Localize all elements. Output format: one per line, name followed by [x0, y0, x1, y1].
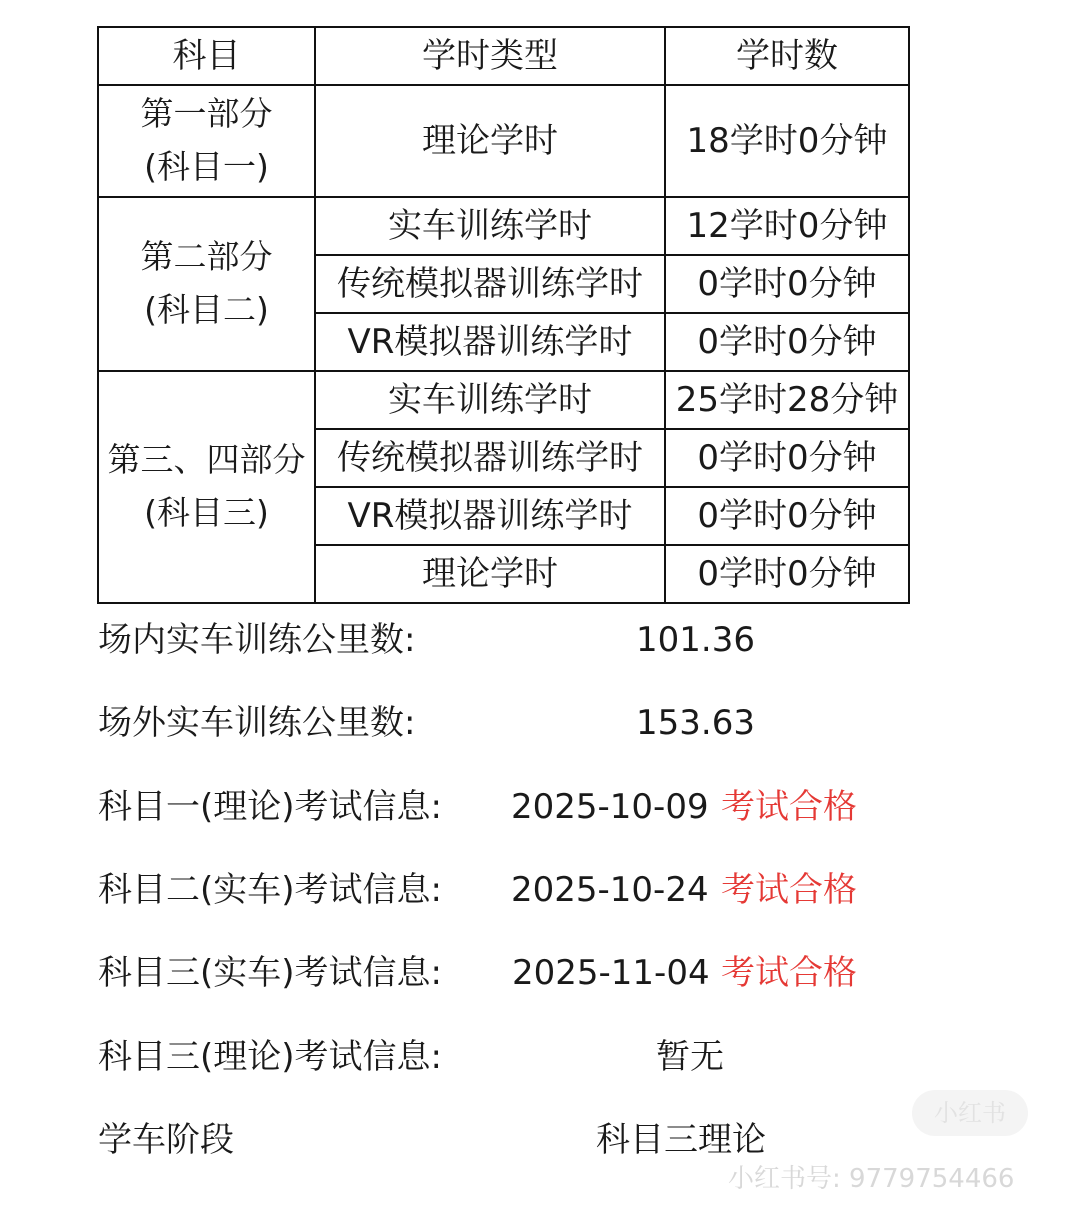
hour-count-cell: 0学时0分钟 [665, 429, 909, 487]
km-inside-value: 101.36 [636, 620, 755, 660]
watermark-logo: 小红书 [912, 1090, 1028, 1136]
table-row [98, 85, 909, 197]
km-outside-value: 153.63 [636, 703, 755, 743]
hour-count-cell: 12学时0分钟 [665, 197, 909, 255]
km-outside-label: 场外实车训练公里数: [98, 703, 416, 743]
hour-count-cell: 25学时28分钟 [665, 371, 909, 429]
hour-type-cell: VR模拟器训练学时 [315, 313, 665, 371]
hour-count-cell: 0学时0分钟 [665, 313, 909, 371]
table-header-row [98, 27, 909, 85]
subject-part3-line1: 第三、四部分 [107, 440, 306, 480]
subject-part2 [98, 197, 315, 371]
km-inside-label: 场内实车训练公里数: [98, 620, 416, 660]
subject-part1-line1: 第一部分 [140, 94, 273, 134]
hour-count-cell: 0学时0分钟 [665, 487, 909, 545]
subject-part2-line2: (科目二) [144, 290, 269, 329]
hour-type-cell: 传统模拟器训练学时 [315, 255, 665, 313]
training-hours-table [97, 26, 910, 604]
hour-type-cell: 实车训练学时 [315, 371, 665, 429]
exam3-status-badge: 考试合格 [721, 953, 857, 993]
hour-type-cell: 理论学时 [315, 85, 665, 197]
hour-type-cell: 理论学时 [315, 545, 665, 603]
subject-part1-line2: (科目一) [144, 147, 269, 186]
exam3-theory-label: 科目三(理论)考试信息: [98, 1037, 442, 1077]
stage-value: 科目三理论 [596, 1120, 766, 1160]
exam2-label: 科目二(实车)考试信息: [98, 870, 442, 910]
exam3-label: 科目三(实车)考试信息: [98, 953, 442, 993]
exam3-date: 2025-11-04 [512, 953, 710, 993]
hour-count-cell: 0学时0分钟 [665, 545, 909, 603]
exam2-status-badge: 考试合格 [721, 870, 857, 910]
hour-type-cell: VR模拟器训练学时 [315, 487, 665, 545]
header-hour-count: 学时数 [665, 27, 909, 85]
hour-count-cell: 18学时0分钟 [665, 85, 909, 197]
hour-type-cell: 传统模拟器训练学时 [315, 429, 665, 487]
header-subject: 科目 [98, 27, 315, 85]
watermark-id: 小红书号: 9779754466 [728, 1164, 1015, 1194]
subject-part2-line1: 第二部分 [140, 237, 273, 277]
exam1-status-badge: 考试合格 [721, 787, 857, 827]
exam1-label: 科目一(理论)考试信息: [98, 787, 442, 827]
subject-part3-line2: (科目三) [144, 493, 269, 532]
hour-count-cell: 0学时0分钟 [665, 255, 909, 313]
exam1-date: 2025-10-09 [511, 787, 709, 827]
exam3-theory-value: 暂无 [656, 1037, 724, 1077]
header-hour-type: 学时类型 [315, 27, 665, 85]
stage-label: 学车阶段 [98, 1120, 234, 1160]
subject-part3 [98, 371, 315, 603]
hour-type-cell: 实车训练学时 [315, 197, 665, 255]
table-row [98, 371, 909, 429]
exam2-date: 2025-10-24 [511, 870, 709, 910]
subject-part1 [98, 85, 315, 197]
table-row [98, 197, 909, 255]
